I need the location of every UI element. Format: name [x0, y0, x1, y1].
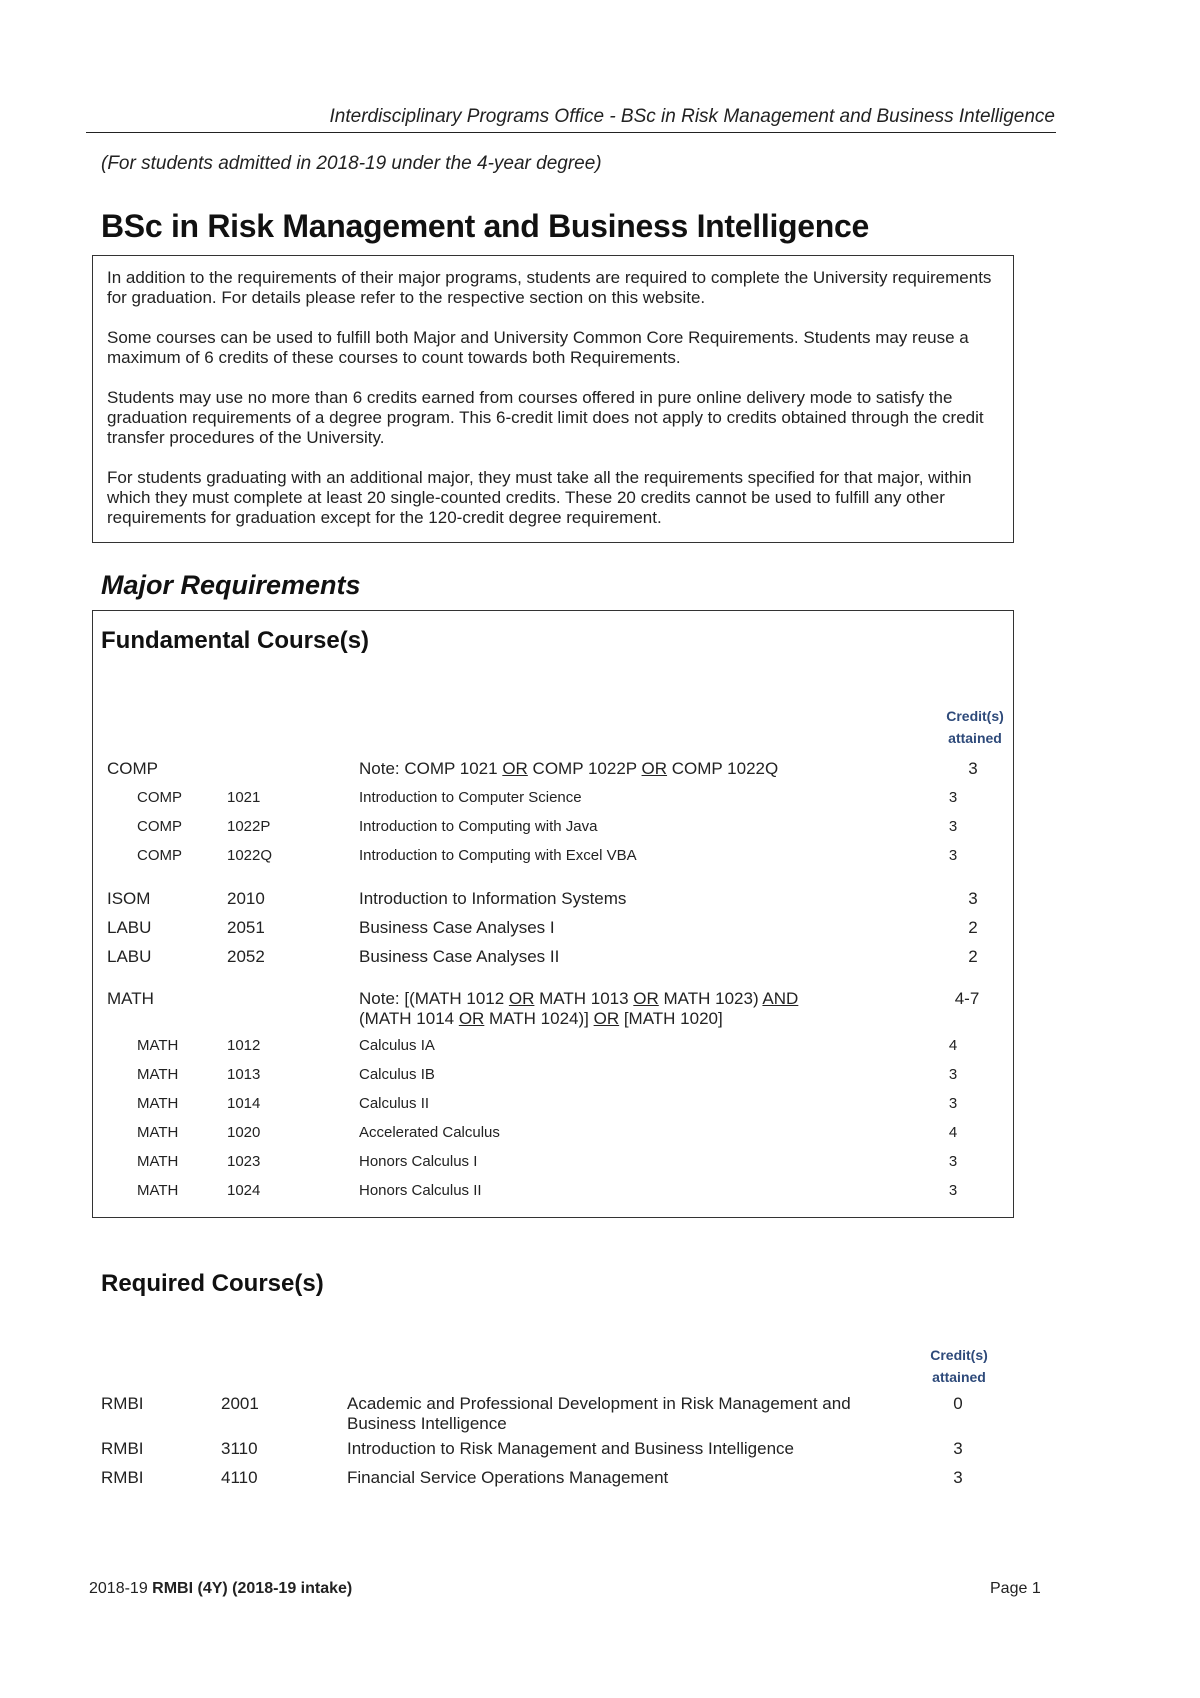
program-title: BSc in Risk Management and Business Intelligence	[101, 208, 870, 244]
header-divider	[86, 132, 1056, 133]
requirements-info-box	[92, 255, 1014, 543]
page-header-title: Interdisciplinary Programs Office - BSc in Risk Management and Business Intelligence	[329, 106, 1055, 127]
credit-column-header: Credit(s) attained	[946, 708, 1004, 746]
credits-value: 4-7	[954, 989, 980, 1008]
group-note: Note: COMP 1021 OR COMP 1022P OR COMP 1022Q	[359, 759, 779, 778]
required-courses-title: Required Course(s)	[101, 1270, 324, 1297]
group-note: Note: [(MATH 1012 OR MATH 1013 OR MATH 1023) AND (MATH 1014 OR MATH 1024)] OR [MATH 1020]	[359, 989, 799, 1028]
admission-note: (For students admitted in 2018-19 under the 4-year degree)	[101, 153, 602, 174]
page-number: Page 1	[990, 1580, 1041, 1597]
info-paragraph: Students may use no more than 6 credits earned from courses offered in pure online delivery mode to satisfy the graduation requirements of a degree program. This 6-credit limit does not apply to credits obtained through the credit transfer procedures of the University.	[107, 388, 984, 447]
info-paragraph: In addition to the requirements of their major programs, students are required to complete the University requirements for graduation. For details please refer to the respective section on this website.	[107, 268, 992, 307]
credit-column-header: Credit(s) attained	[930, 1347, 988, 1385]
subject-code: COMP	[107, 759, 158, 778]
fundamental-courses-box: Fundamental Course(s) Credit(s) attained COMP Note: COMP 1021 OR COMP 1022P OR COMP 1022Q 3 COMP 1021 Introduction to Computer Science 3 COMP 1022P Introduction to Computing with Java 3 COMP 1022Q Introduction to Computing with Excel VBA 3 ISOM 2010 Introduction to Information Systems 3 LABU 2051 Business Case Analyses I 2 LABU 2052 Business Case Analyses II 2 MATH Note: [(MATH 1012 OR MATH 1013 OR MATH 1023) AND (MATH 1014 OR MATH 1024)] OR [MATH 1020] 4-7 MATH 1012 Calculus IA 4 MATH 1013 Calculus IB 3 MATH 1014 Calculus II 3 MATH 1020 Accelerated Calculus 4 MATH 1023 Honors Calculus I 3 MATH 1024 Honors Calculus II 3	[92, 610, 1014, 1218]
fundamental-courses-title: Fundamental Course(s)	[101, 627, 370, 654]
info-paragraph: For students graduating with an additional major, they must take all the requirements specified for that major, within which they must complete at least 20 single-counted credits. These 20 credits cannot be used to fulfill any other requirements for graduation except for the 120-credit degree requirement.	[107, 468, 972, 527]
page-footer: 2018-19 RMBI (4Y) (2018-19 intake)	[89, 1580, 353, 1597]
subject-code: MATH	[107, 989, 154, 1008]
credits-value: 3	[968, 759, 978, 778]
info-paragraph: Some courses can be used to fulfill both Major and University Common Core Requirements. Students may reuse a maximum of 6 credits of these courses to count towards both Requirements.	[107, 328, 969, 367]
major-requirements-title: Major Requirements	[101, 570, 361, 600]
